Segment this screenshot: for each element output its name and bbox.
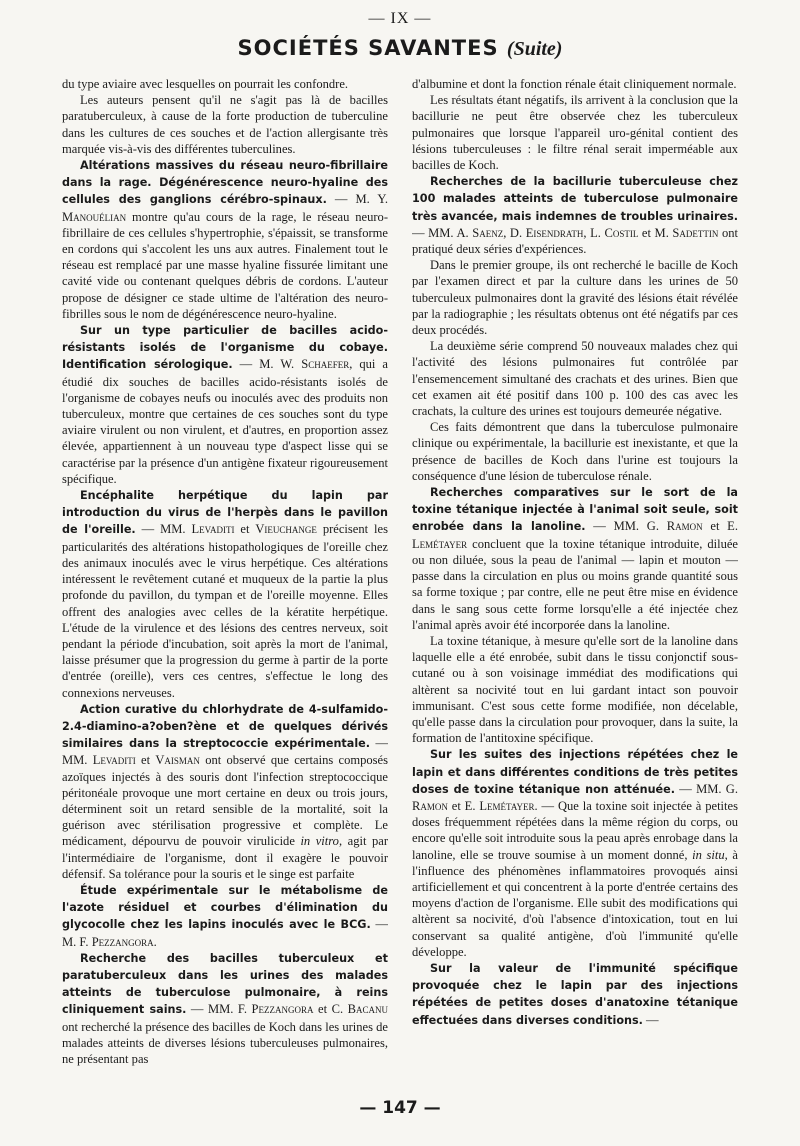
author-name: Ramon — [666, 519, 703, 534]
abstract-heading: Sur un type particulier de bacilles acido-résistants isolés de l'organisme du cobaye. Identification sérologique. — [62, 324, 388, 372]
abstract-text: , qui a étudié dix souches de bacilles acido-résistants isolés de l'organisme de cobayes neufs ou inoculés avec des produits non tuberculeux, montre que certaines de ces souches sont du type aviaire virulent ou non virulent, et d'autres, en proportion assez élevée, appartiennent à un nouveau type d'aspect lisse qui se caractérise par la présence d'un antigène fixateur rigoureusement spécifique. — [62, 357, 388, 486]
abstract-toxine-lanoline — [412, 484, 738, 633]
separator: . — [153, 934, 157, 949]
paragraph: Dans le premier groupe, ils ont recherché le bacille de Koch par l'examen direct et par la culture dans les urines de 50 tuberculeux pulmonaires dont la gravité des lésions était révélée par la radiographie ; les résultats obtenus ont été négatifs par ces deux procédés. — [412, 258, 738, 338]
section-title-main: SOCIÉTÉS SAVANTES — [237, 36, 499, 60]
italic-term: in vitro — [300, 834, 339, 849]
author-name: Pezzangora — [251, 1002, 314, 1017]
separator: , L. — [583, 225, 605, 240]
author-name: Pezzangora — [91, 934, 154, 949]
abstract-text: montre qu'au cours de la rage, le réseau neuro-fibrillaire de ces cellules s'hypertrophie, s'épaissit, se transforme en cordons qui s'accolent les uns aux autres. Finalement tout le réseau est remplacé par une masse hyaline fissurée limitant une cavité vide ou contenant quelques débris de cordons. L'auteur propose de désigner ce stade ultime de l'altération des neuro-fibrilles sous le nom de dégénérescence neuro-hyaline. — [62, 209, 388, 321]
author-name: Vaisman — [155, 753, 200, 768]
author-name: Levaditi — [191, 522, 235, 537]
author-name: Eisendrath — [525, 225, 584, 240]
separator: et — [234, 522, 256, 537]
abstract-text: précisent les particularités des altérations histopathologiques de l'oreille chez des animaux inoculés avec le virus herpétique. Ces altérations intéressent le revêtement cutané et muqueux de la partie la plus profonde du pavillon, du tympan et de l'oreille moyenne. Elles offrent des analogies avec celles de la kératite herpétique. L'étude de la virulence et des lésions des centres nerveux, soit pendant la période d'incubation, soit après la mort de l'animal, laisse présumer que la progression du germe à partir de la porte d'entrée (oreille), vers ces centres, s'effectue le long des connexions nerveuses. — [62, 522, 388, 700]
separator: — — [642, 1012, 659, 1027]
abstract-text: ont recherché la présence des bacilles de Koch dans les urines de malades atteints de diverses lésions tuberculeuses pulmonaires, ne présentant pas — [62, 1019, 388, 1066]
abstract-immunite — [412, 960, 738, 1029]
abstract-heading: Encéphalite herpétique du lapin par introduction du virus de l'herpès dans le pavillon de l'oreille. — [62, 489, 388, 537]
abstract-neuro-fibrillaire — [62, 157, 388, 322]
author-name: Schaefer — [301, 357, 350, 372]
abstract-text: concluent que la toxine tétanique introduite, diluée ou non diluée, sous la peau de l'animal — lapin et mouton — passe dans la circulation en plus ou moins grande quantité sous sa forme toxique ; par contre, elle ne peut être mise en évidence dans le sang sous cette forme lorsqu'elle a été injectée chez l'animal après avoir été incorporée dans la lanoline. — [412, 536, 738, 632]
section-title-suite: (Suite) — [506, 38, 563, 60]
separator: — MM. — [62, 736, 388, 768]
abstract-text: ont pratiqué deux séries d'expériences. — [412, 225, 738, 257]
paragraph: La deuxième série comprend 50 nouveaux malades chez qui l'activité des lésions pulmonaires fut contrôlée par l'ensemencement simultané des crachats et des urines. Bien que cet examen ait été positif dans 100 p. 100 des cas avec les crachats, la culture des urines est toujours demeurée négative. — [412, 339, 738, 419]
paragraph: Les résultats étant négatifs, ils arrivent à la conclusion que la bacillurie ne peut être observée chez les tuberculeux pulmonaires que lorsque l'appareil uro-génital contient des lésions tuberculeuses : le filtre rénal serait imperméable aux bacilles de Koch. — [412, 93, 738, 173]
separator: — MM. G. — [585, 519, 667, 534]
author-name: Vieuchange — [255, 522, 317, 537]
separator: — MM. F. — [186, 1002, 252, 1017]
author-name: Bacanu — [347, 1002, 388, 1017]
paragraph: La toxine tétanique, à mesure qu'elle sort de la lanoline dans laquelle elle a été enrobée, subit dans le tissu conjonctif sous-cutané ou à son voisinage immédiat des modifications qui altèrent sa nocivité tout en lui gardant intact son pouvoir immunisant. C'est sous cette forme modifiée, non décelable, qu'elle passe dans la circulation pour provoquer, dans la suite, la formation de l'antitoxine spécifique. — [412, 633, 738, 746]
separator: — M. Y. — [326, 192, 388, 207]
abstract-heading: Recherches de la bacillurie tuberculeuse chez 100 malades atteints de tuberculose pulmonaire très avancée, mais indemnes de troubles urinaires. — [412, 175, 738, 223]
separator: — M. F. — [62, 917, 388, 949]
paragraph: Ces faits démontrent que dans la tuberculose pulmonaire clinique ou expérimentale, la bacillurie est inexistante, et que la présence de bacilles de Koch dans l'urine est toujours la conséquence d'une lésion de tuberculose rénale. — [412, 420, 738, 483]
abstract-heading: Action curative du chlorhydrate de 4-sulfamido-2.4-diamino-a?oben?ène et de quelques dérivés similaires dans la streptococcie expérimentale. — [62, 702, 388, 751]
separator: — MM. — [135, 522, 192, 537]
separator: et — [135, 753, 156, 768]
abstract-heading: Recherches comparatives sur le sort de la toxine tétanique injectée à l'animal soit seule, soit enrobée dans la lanoline. — [412, 486, 738, 534]
section-title — [0, 36, 800, 61]
abstract-heading: Altérations massives du réseau neuro-fibrillaire dans la rage. Dégénérescence neuro-hyaline des cellules des ganglions cérébro-spinaux. — [62, 159, 388, 207]
abstract-text: . — Que la toxine soit injectée à petites doses fréquemment répétées dans la même région du corps, ou encore qu'elle soit introduite sous la peau après enrobage dans la lanoline, elle se trouve soumise à un moment donné, — [412, 798, 738, 862]
right-column — [412, 76, 738, 1104]
separator: et E. — [447, 798, 480, 813]
page-number: — 147 — — [359, 1098, 441, 1118]
author-name: Lemétayer — [479, 798, 535, 813]
abstract-injections-repetees — [412, 746, 738, 960]
author-name: Saenz — [472, 225, 504, 240]
separator: , D. — [503, 225, 526, 240]
separator: et E. — [702, 519, 738, 534]
separator: — MM. A. — [412, 225, 473, 240]
author-name: Costil — [604, 225, 639, 240]
italic-term: in situ — [692, 847, 725, 862]
abstract-action-curative — [62, 701, 388, 882]
abstract-text: , à l'influence des phénomènes inflammatoires provoqués ainsi artificiellement et qui concentrent à la porte d'entrée certains des moyens d'action de l'organisme. Elle subit des modifications qui altèrent sa nocivité, d'où l'absence d'intoxication, tout en lui conservant sa qualité antigène, d'où l'immunité qu'elle développe. — [412, 847, 738, 959]
separator: — M. W. — [232, 357, 302, 372]
abstract-heading: Sur les suites des injections répétées chez le lapin et dans différentes conditions de très petites doses de toxine tétanique non atténuée. — [412, 748, 738, 796]
abstract-text: , agit par l'intermédiaire de l'organisme, dont il exagère le pouvoir défensif. Sa tolérance pour la souris et le singe est parfaite — [62, 834, 388, 881]
paragraph: Les auteurs pensent qu'il ne s'agit pas là de bacilles paratuberculeux, à cause de la forte production de tuberculine dans les cultures de ces souches et de l'action allergisante très marquée vis-à-vis des différentes tuberculines. — [62, 93, 388, 156]
abstract-text: ont observé que certains composés azoïques injectés à des souris dont l'infection streptococcique péritonéale provoque une mort certaine en deux ou trois jours, déterminent soit un retard sensible de la mortalité, soit la guérison avec stérilisation progressive et complète. Le médicament, dépourvu de pouvoir virulicide — [62, 753, 388, 849]
author-name: Ramon — [412, 798, 448, 813]
abstract-bacillurie — [412, 173, 738, 257]
separator: et C. — [313, 1002, 348, 1017]
separator: et M. — [638, 225, 673, 240]
abstract-acido-resistants — [62, 322, 388, 487]
separator: — MM. G. — [674, 781, 738, 796]
paragraph: d'albumine et dont la fonction rénale était cliniquement normale. — [412, 77, 737, 91]
abstract-heading: Sur la valeur de l'immunité spécifique provoquée chez le lapin par des injections répétées de petites doses d'anatoxine tétanique effectuées dans diverses conditions. — [412, 961, 738, 1027]
left-column — [62, 76, 388, 1104]
page-roman-numeral: — IX — — [368, 10, 432, 27]
author-name: Sadettin — [672, 225, 719, 240]
author-name: Levaditi — [92, 753, 136, 768]
abstract-heading: Étude expérimentale sur le métabolisme de l'azote résiduel et courbes d'élimination du glycocolle chez les lapins inoculés avec le BCG. — [62, 883, 388, 932]
abstract-heading: Recherche des bacilles tuberculeux et paratuberculeux dans les urines des malades atteints de tuberculose pulmonaire, à reins cliniquement sains. — [62, 951, 388, 1017]
paragraph: du type aviaire avec lesquelles on pourrait les confondre. — [62, 77, 349, 91]
author-name: Lemétayer — [412, 536, 468, 551]
article-columns — [62, 76, 738, 1102]
abstract-encephalite — [62, 487, 388, 701]
author-name: Manouélian — [62, 209, 127, 224]
abstract-metabolisme — [62, 882, 388, 950]
abstract-recherche-bacilles — [62, 950, 388, 1067]
